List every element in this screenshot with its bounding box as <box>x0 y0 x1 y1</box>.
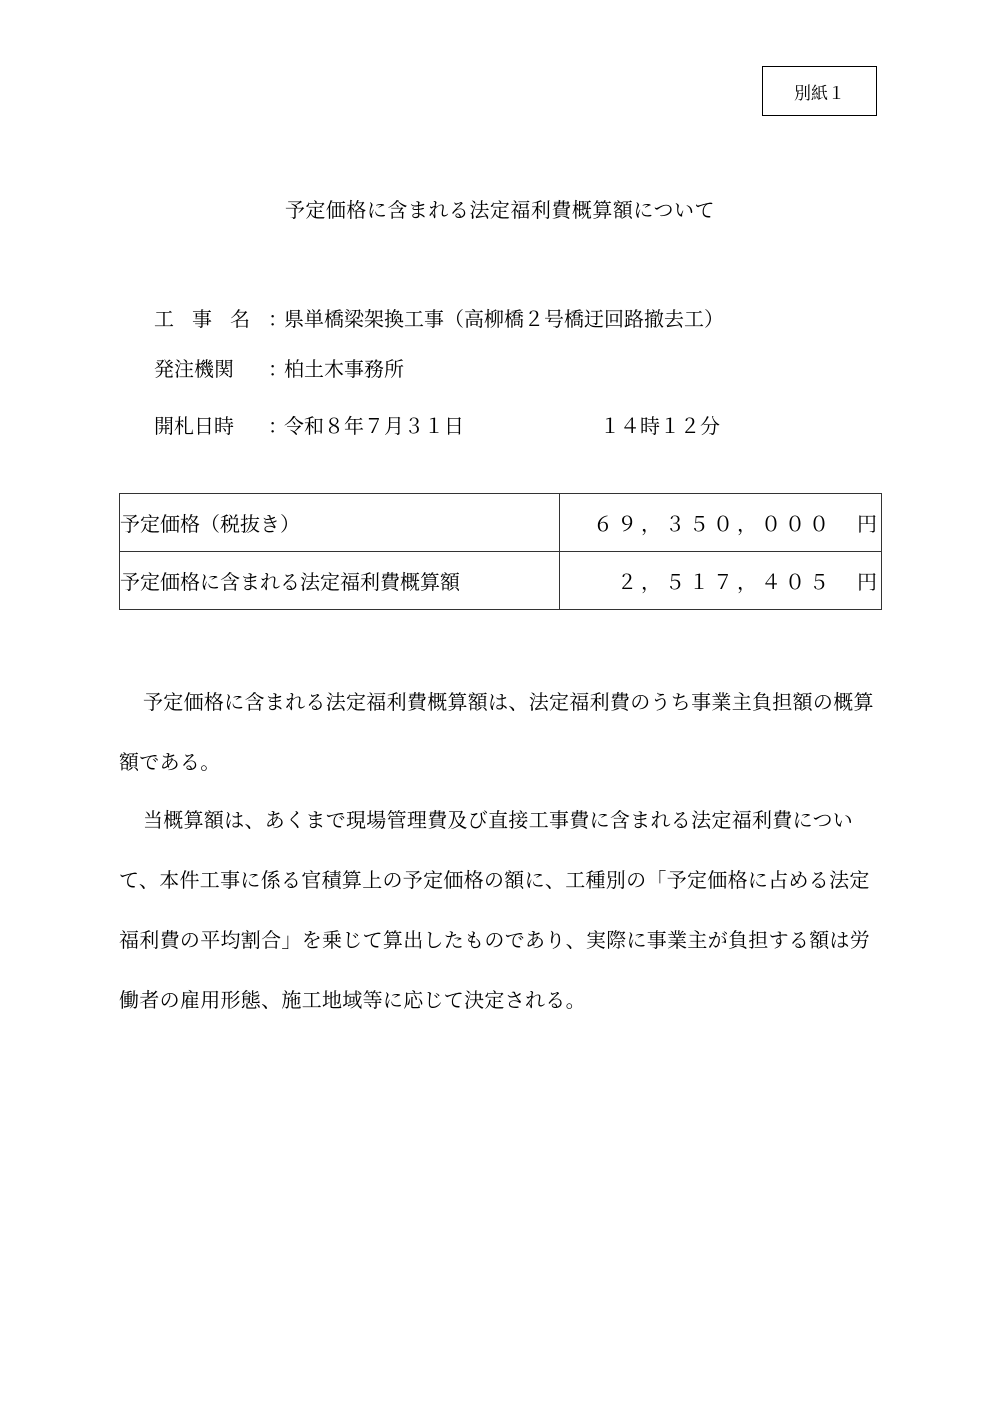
table-row <box>120 552 882 610</box>
planned-price-label: 予定価格（税抜き） <box>120 494 560 552</box>
table-row <box>120 494 882 552</box>
bid-opening-date: 令和８年７月３１日 <box>284 414 464 438</box>
colon: ： <box>268 357 288 381</box>
welfare-cost-value: ２，５１７，４０５ 円 <box>560 552 882 610</box>
amounts-table <box>119 493 882 610</box>
construction-name-value: 県単橋梁架換工事（高柳橋２号橋迂回路撤去工） <box>284 307 724 331</box>
welfare-cost-label: 予定価格に含まれる法定福利費概算額 <box>120 552 560 610</box>
orderer-row <box>154 353 404 382</box>
attachment-tag: 別紙１ <box>762 66 877 116</box>
construction-name-row <box>154 303 724 332</box>
orderer-value: 柏土木事務所 <box>284 357 404 381</box>
bid-opening-label: 開札日時 <box>154 414 234 438</box>
explanation-paragraph-2: 当概算額は、あくまで現場管理費及び直接工事費に含まれる法定福利費について、本件工事に係る官積算上の予定価格の額に、工種別の「予定価格に占める法定福利費の平均割合」を乗じて算出したものであり、実際に事業主が負担する額は労働者の雇用形態、施工地域等に応じて決定される。 <box>119 808 871 1012</box>
construction-name-label: 工事名 <box>154 307 268 331</box>
bid-opening-time: １４時１２分 <box>600 414 720 438</box>
bid-opening-row <box>154 410 720 439</box>
planned-price-value: ６９，３５０，０００ 円 <box>560 494 882 552</box>
orderer-label: 発注機関 <box>154 357 234 381</box>
explanation-paragraph-1: 予定価格に含まれる法定福利費概算額は、法定福利費のうち事業主負担額の概算額である。 <box>119 690 874 774</box>
colon: ： <box>268 307 288 331</box>
document-title: 予定価格に含まれる法定福利費概算額について <box>284 198 716 222</box>
colon: ： <box>268 414 288 438</box>
